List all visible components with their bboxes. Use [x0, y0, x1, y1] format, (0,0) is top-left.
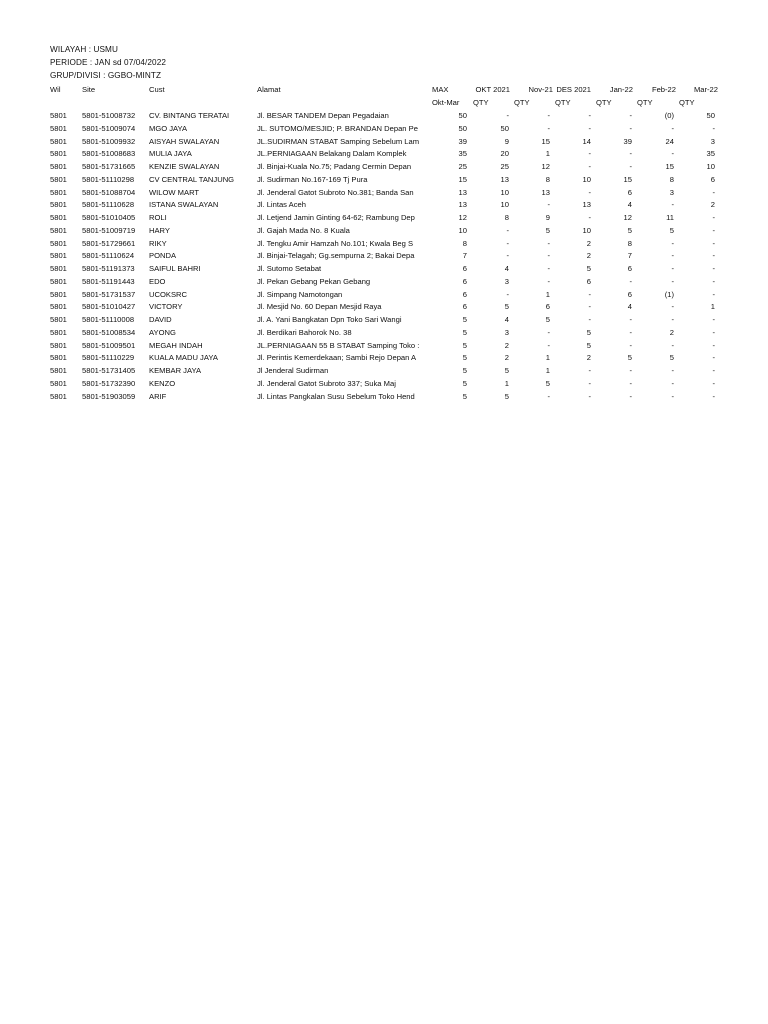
cell-alamat: Jl. Binjai-Telagah; Gg.sempurna 2; Bakai Depa	[257, 251, 415, 261]
cell-okt: -	[506, 225, 509, 235]
cell-jan: -	[629, 111, 632, 120]
cell-feb: 15	[665, 162, 674, 171]
col-header-des-2021: DES 2021	[556, 85, 591, 94]
cell-alamat: Jl. Tengku Amir Hamzah No.101; Kwala Beg S	[257, 238, 414, 248]
cell-nov: 5	[545, 378, 550, 388]
cell-alamat: Jl. Binjai-Kuala No.75; Padang Cermin Depan	[257, 162, 412, 171]
cell-max: 7	[462, 251, 467, 261]
cell-cust: CV CENTRAL TANJUNG	[149, 174, 235, 184]
cell-mar: -	[712, 327, 715, 337]
cell-cust: RIKY	[149, 238, 167, 248]
col-subheader-qty: QTY	[473, 98, 489, 107]
cell-des: -	[588, 162, 591, 171]
cell-site: 5801-51008732	[82, 111, 136, 120]
cell-des: -	[588, 378, 591, 388]
cell-site: 5801-51110008	[82, 315, 135, 324]
cell-nov: -	[547, 276, 550, 286]
cell-alamat: Jl. Simpang Namotongan	[257, 289, 343, 299]
cell-site: 5801-51110628	[82, 200, 135, 210]
cell-feb: -	[671, 378, 674, 388]
cell-site: 5801-51008683	[82, 149, 136, 159]
cell-okt: 1	[504, 378, 509, 388]
cell-feb: -	[671, 391, 674, 401]
cell-alamat: JL.PERNIAGAAN 55 B STABAT Samping Toko :	[257, 340, 420, 350]
cell-mar: -	[712, 264, 715, 273]
cell-okt: 2	[504, 353, 509, 363]
cell-cust: WILOW MART	[149, 187, 200, 197]
cell-cust: EDO	[149, 276, 166, 286]
cell-alamat: Jl. Lintas Pangkalan Susu Sebelum Toko Hend	[257, 391, 415, 401]
cell-site: 5801-51008534	[82, 327, 136, 337]
cell-mar: 6	[710, 174, 715, 184]
cell-max: 5	[462, 340, 467, 350]
cell-okt: 5	[504, 366, 509, 375]
cell-des: 5	[586, 327, 591, 337]
cell-nov: -	[547, 123, 550, 133]
col-header-okt-2021: OKT 2021	[475, 85, 510, 94]
cell-site: 5801-51903059	[82, 391, 136, 401]
cell-wil: 5801	[50, 238, 67, 248]
col-header-wil: Wil	[50, 85, 61, 94]
cell-feb: 3	[669, 187, 674, 197]
cell-alamat: JL.PERNIAGAAN Belakang Dalam Komplek	[257, 149, 407, 159]
cell-feb: -	[671, 276, 674, 286]
cell-wil: 5801	[50, 378, 67, 388]
cell-nov: 6	[545, 302, 550, 312]
cell-cust: ARIF	[149, 391, 167, 401]
cell-wil: 5801	[50, 289, 67, 299]
cell-wil: 5801	[50, 327, 67, 337]
cell-okt: 3	[504, 276, 509, 286]
col-subheader-qty: QTY	[679, 98, 695, 107]
cell-max: 6	[462, 289, 467, 299]
cell-des: -	[588, 187, 591, 197]
cell-site: 5801-51009932	[82, 136, 136, 146]
cell-jan: -	[629, 276, 632, 286]
cell-site: 5801-51729661	[82, 238, 136, 248]
cell-okt: 25	[500, 162, 509, 171]
cell-alamat: Jl. Sudirman No.167-169 Tj Pura	[257, 174, 368, 184]
cell-site: 5801-51010427	[82, 302, 136, 312]
cell-feb: 2	[669, 327, 674, 337]
cell-max: 39	[458, 136, 467, 146]
cell-cust: AYONG	[149, 327, 176, 337]
period-label: PERIODE : JAN sd 07/04/2022	[50, 58, 167, 67]
cell-cust: UCOKSRC	[149, 289, 187, 299]
cell-des: 5	[586, 264, 591, 273]
cell-nov: -	[547, 200, 550, 210]
cell-alamat: Jl. BESAR TANDEM Depan Pegadaian	[257, 111, 389, 120]
cell-des: -	[588, 289, 591, 299]
cell-wil: 5801	[50, 391, 67, 401]
cell-des: 10	[582, 225, 591, 235]
cell-mar: -	[712, 289, 715, 299]
cell-max: 12	[458, 213, 467, 222]
col-subheader-qty: QTY	[637, 98, 653, 107]
cell-mar: -	[712, 276, 715, 286]
cell-des: -	[588, 213, 591, 222]
cell-max: 50	[458, 123, 467, 133]
cell-nov: 1	[545, 353, 550, 363]
cell-feb: -	[671, 366, 674, 375]
cell-alamat: JL.SUDIRMAN STABAT Samping Sebelum Lam	[257, 136, 420, 146]
cell-site: 5801-51009501	[82, 340, 136, 350]
cell-nov: 9	[545, 213, 550, 222]
cell-des: -	[588, 302, 591, 312]
cell-nov: -	[547, 238, 550, 248]
cell-mar: -	[712, 378, 715, 388]
cell-jan: 4	[627, 200, 632, 210]
cell-site: 5801-51731405	[82, 366, 136, 375]
col-header-max: MAX	[432, 85, 449, 94]
cell-des: -	[588, 123, 591, 133]
cell-mar: -	[712, 213, 715, 222]
cell-alamat: Jl. Jenderal Gatot Subroto No.381; Banda San	[257, 187, 414, 197]
cell-alamat: Jl. Letjend Jamin Ginting 64-62; Rambung Dep	[257, 213, 415, 222]
cell-okt: 13	[500, 174, 509, 184]
col-subheader-qty: QTY	[555, 98, 571, 107]
cell-jan: 7	[627, 251, 632, 261]
cell-wil: 5801	[50, 264, 67, 273]
cell-feb: -	[671, 264, 674, 273]
group-division-label: GRUP/DIVISI : GGBO-MINTZ	[50, 71, 162, 80]
cell-jan: -	[629, 149, 632, 159]
cell-okt: 50	[500, 123, 509, 133]
cell-okt: 3	[504, 327, 509, 337]
cell-cust: KUALA MADU JAYA	[149, 353, 218, 363]
cell-mar: 1	[710, 302, 715, 312]
cell-jan: 5	[627, 353, 632, 363]
cell-nov: 1	[545, 366, 550, 375]
cell-cust: KENZO	[149, 378, 176, 388]
cell-cust: KENZIE SWALAYAN	[149, 162, 220, 171]
cell-max: 5	[462, 391, 467, 401]
cell-okt: 4	[504, 315, 509, 324]
cell-des: 14	[582, 136, 591, 146]
cell-des: 5	[586, 340, 591, 350]
cell-feb: -	[671, 315, 674, 324]
cell-wil: 5801	[50, 187, 67, 197]
cell-des: 2	[586, 251, 591, 261]
cell-nov: 1	[545, 289, 550, 299]
cell-feb: -	[671, 123, 674, 133]
cell-mar: -	[712, 225, 715, 235]
cell-mar: -	[712, 353, 715, 363]
cell-feb: 5	[669, 353, 674, 363]
cell-feb: 5	[669, 225, 674, 235]
cell-wil: 5801	[50, 174, 67, 184]
cell-wil: 5801	[50, 366, 67, 375]
cell-wil: 5801	[50, 213, 67, 222]
cell-des: 2	[586, 353, 591, 363]
cell-des: -	[588, 149, 591, 159]
cell-cust: PONDA	[149, 251, 177, 261]
cell-mar: 2	[710, 200, 715, 210]
cell-mar: -	[712, 340, 715, 350]
cell-okt: 2	[504, 340, 509, 350]
cell-cust: CV. BINTANG TERATAI	[149, 111, 230, 120]
cell-okt: -	[506, 251, 509, 261]
cell-jan: 12	[623, 213, 632, 222]
cell-site: 5801-51191373	[82, 264, 135, 273]
cell-max: 5	[462, 327, 467, 337]
cell-wil: 5801	[50, 276, 67, 286]
cell-jan: -	[629, 162, 632, 171]
col-subheader-qty: QTY	[596, 98, 612, 107]
cell-max: 13	[458, 187, 467, 197]
cell-des: -	[588, 111, 591, 120]
region-label: WILAYAH : USMU	[50, 45, 118, 54]
cell-site: 5801-51088704	[82, 187, 136, 197]
cell-alamat: Jl. Gajah Mada No. 8 Kuala	[257, 225, 350, 235]
cell-alamat: Jl. Sutomo Setabat	[257, 264, 322, 273]
cell-nov: -	[547, 264, 550, 273]
cell-alamat: Jl. Pekan Gebang Pekan Gebang	[257, 276, 371, 286]
cell-cust: MEGAH INDAH	[149, 340, 203, 350]
cell-cust: ROLI	[149, 213, 167, 222]
cell-max: 5	[462, 366, 467, 375]
cell-cust: HARY	[149, 225, 170, 235]
cell-okt: 4	[504, 264, 509, 273]
cell-max: 35	[458, 149, 467, 159]
cell-okt: 5	[504, 302, 509, 312]
cell-site: 5801-51732390	[82, 378, 136, 388]
cell-max: 5	[462, 315, 467, 324]
cell-nov: 5	[545, 315, 550, 324]
cell-jan: -	[629, 378, 632, 388]
cell-feb: -	[671, 149, 674, 159]
cell-max: 8	[462, 238, 467, 248]
cell-jan: 39	[623, 136, 632, 146]
col-header-site: Site	[82, 85, 96, 94]
cell-okt: 9	[504, 136, 509, 146]
cell-wil: 5801	[50, 149, 67, 159]
cell-alamat: Jl. A. Yani Bangkatan Dpn Toko Sari Wangi	[257, 315, 402, 324]
cell-nov: -	[547, 327, 550, 337]
col-header-alamat: Alamat	[257, 85, 281, 94]
cell-max: 13	[458, 200, 467, 210]
cell-okt: 10	[500, 187, 509, 197]
cell-site: 5801-51110298	[82, 174, 135, 184]
cell-des: -	[588, 391, 591, 401]
cell-site: 5801-51731665	[82, 162, 136, 171]
cell-wil: 5801	[50, 315, 67, 324]
col-header-cust: Cust	[149, 85, 165, 94]
cell-feb: (1)	[664, 289, 674, 299]
cell-des: 10	[582, 174, 591, 184]
cell-des: -	[588, 315, 591, 324]
cell-mar: -	[712, 391, 715, 401]
cell-nov: -	[547, 251, 550, 261]
col-header-feb-22: Feb-22	[651, 85, 676, 94]
cell-mar: -	[712, 315, 715, 324]
cell-okt: 20	[500, 149, 509, 159]
cell-max: 5	[462, 378, 467, 388]
cell-alamat: Jl Jenderal Sudirman	[257, 366, 329, 375]
cell-max: 25	[458, 162, 467, 171]
cell-mar: 10	[706, 162, 715, 171]
cell-feb: -	[671, 340, 674, 350]
cell-feb: 11	[666, 213, 674, 222]
cell-cust: MGO JAYA	[149, 123, 188, 133]
cell-jan: -	[629, 340, 632, 350]
cell-max: 50	[458, 111, 467, 120]
cell-wil: 5801	[50, 123, 67, 133]
cell-wil: 5801	[50, 136, 67, 146]
cell-wil: 5801	[50, 251, 67, 261]
cell-mar: 35	[706, 149, 715, 159]
cell-okt: 8	[504, 213, 509, 222]
cell-cust: ISTANA SWALAYAN	[149, 200, 219, 210]
cell-alamat: Jl. Mesjid No. 60 Depan Mesjid Raya	[257, 302, 382, 312]
cell-alamat: JL. SUTOMO/MESJID; P. BRANDAN Depan Pe	[257, 123, 418, 133]
cell-cust: KEMBAR JAYA	[149, 366, 202, 375]
cell-des: 6	[586, 276, 591, 286]
cell-alamat: Jl. Berdikari Bahorok No. 38	[257, 327, 352, 337]
cell-okt: 10	[500, 200, 509, 210]
cell-site: 5801-51009719	[82, 225, 136, 235]
cell-des: 13	[582, 200, 591, 210]
col-header-mar-22: Mar-22	[693, 85, 718, 94]
col-subheader-okt-mar: Okt-Mar	[432, 98, 460, 107]
cell-site: 5801-51731537	[82, 289, 136, 299]
cell-site: 5801-51010405	[82, 213, 136, 222]
cell-feb: -	[671, 302, 674, 312]
cell-okt: 5	[504, 391, 509, 401]
cell-mar: -	[712, 366, 715, 375]
cell-mar: 3	[710, 136, 715, 146]
cell-nov: 5	[545, 225, 550, 235]
cell-jan: 6	[627, 289, 632, 299]
cell-alamat: Jl. Lintas Aceh	[257, 200, 306, 210]
cell-max: 6	[462, 264, 467, 273]
cell-jan: -	[629, 123, 632, 133]
cell-site: 5801-51110229	[82, 353, 135, 363]
cell-max: 10	[458, 225, 467, 235]
cell-jan: 6	[627, 187, 632, 197]
cell-site: 5801-51009074	[82, 123, 136, 133]
cell-wil: 5801	[50, 353, 67, 363]
cell-mar: -	[712, 123, 715, 133]
cell-nov: 1	[545, 149, 550, 159]
col-subheader-qty: QTY	[514, 98, 530, 107]
cell-cust: DAVID	[149, 315, 172, 324]
cell-max: 6	[462, 302, 467, 312]
cell-wil: 5801	[50, 200, 67, 210]
cell-alamat: Jl. Jenderal Gatot Subroto 337; Suka Maj	[257, 378, 396, 388]
col-header-nov-21: Nov-21	[528, 85, 553, 94]
cell-jan: 4	[627, 302, 632, 312]
cell-des: -	[588, 366, 591, 375]
cell-jan: 8	[627, 238, 632, 248]
cell-nov: -	[547, 391, 550, 401]
cell-jan: -	[629, 391, 632, 401]
col-header-jan-22: Jan-22	[609, 85, 633, 94]
cell-okt: -	[506, 111, 509, 120]
cell-feb: (0)	[664, 111, 674, 120]
cell-mar: -	[712, 187, 715, 197]
cell-okt: -	[506, 289, 509, 299]
cell-site: 5801-51191443	[82, 276, 135, 286]
cell-feb: -	[671, 200, 674, 210]
cell-mar: 50	[706, 111, 715, 120]
cell-cust: MULIA JAYA	[149, 149, 192, 159]
cell-cust: AISYAH SWALAYAN	[149, 136, 220, 146]
cell-cust: SAIFUL BAHRI	[149, 264, 201, 273]
cell-jan: -	[629, 315, 632, 324]
cell-nov: 12	[541, 162, 550, 171]
cell-nov: -	[547, 111, 550, 120]
cell-nov: 8	[545, 174, 550, 184]
cell-wil: 5801	[50, 302, 67, 312]
cell-wil: 5801	[50, 225, 67, 235]
cell-feb: 24	[665, 136, 674, 146]
cell-feb: 8	[669, 174, 674, 184]
cell-okt: -	[506, 238, 509, 248]
cell-jan: -	[629, 366, 632, 375]
cell-alamat: Jl. Perintis Kemerdekaan; Sambi Rejo Depan A	[257, 353, 417, 363]
cell-des: 2	[586, 238, 591, 248]
cell-wil: 5801	[50, 340, 67, 350]
cell-mar: -	[712, 238, 715, 248]
cell-site: 5801-51110624	[82, 251, 135, 261]
cell-max: 15	[458, 174, 467, 184]
cell-wil: 5801	[50, 111, 67, 120]
cell-wil: 5801	[50, 162, 67, 171]
cell-feb: -	[671, 251, 674, 261]
cell-jan: 15	[623, 174, 632, 184]
cell-nov: 13	[541, 187, 550, 197]
cell-nov: 15	[541, 136, 550, 146]
cell-jan: -	[629, 327, 632, 337]
cell-cust: VICTORY	[149, 302, 183, 312]
cell-jan: 6	[627, 264, 632, 273]
cell-feb: -	[671, 238, 674, 248]
cell-jan: 5	[627, 225, 632, 235]
cell-mar: -	[712, 251, 715, 261]
cell-max: 5	[462, 353, 467, 363]
cell-max: 6	[462, 276, 467, 286]
cell-nov: -	[547, 340, 550, 350]
